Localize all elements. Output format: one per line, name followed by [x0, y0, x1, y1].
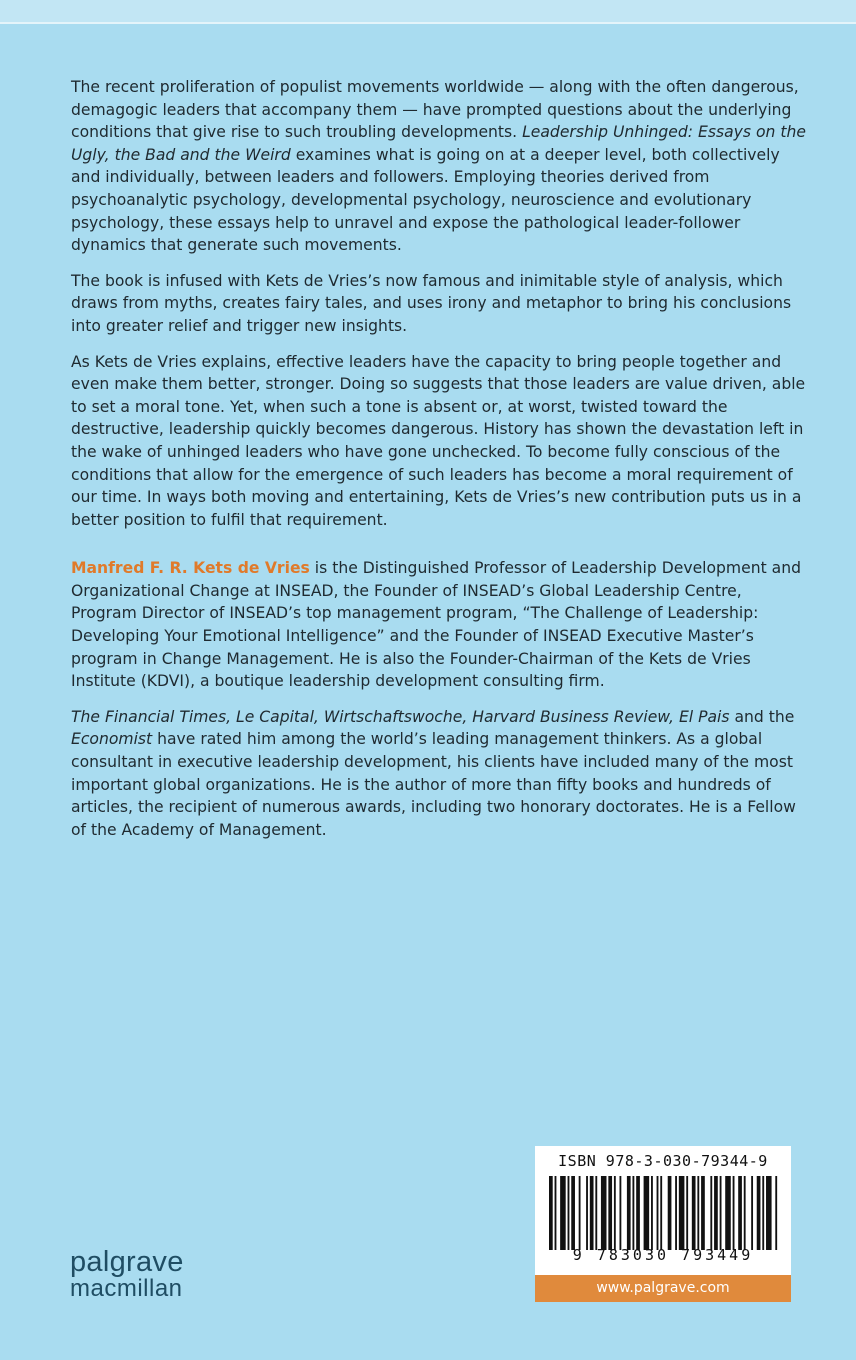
paragraph-style: The book is infused with Kets de Vries’s now famous and inimitable style of analysis, which draws from myths, creates fairy tales, and uses irony and metaphor to bring his conclusions into greater relief and trigger new insights. — [71, 271, 792, 335]
publisher-url: www.palgrave.com — [535, 1275, 791, 1302]
paragraph-leadership: As Kets de Vries explains, effective leaders have the capacity to bring people together and even make them better, stronger. Doing so suggests that those leaders are value driven, able to set a moral tone. Yet, when such a tone is absent or, at worst, twisted toward the destructive, leadership quickly becomes dangerous. History has shown the devastation left in the wake of unhinged leaders who have gone unchecked. To become fully conscious of the conditions that allow for the emergence of such leaders has become a moral requirement of our time. In ways both moving and entertaining, Kets de Vries’s new contribution puts us in a better position to fulfil that requirement. — [71, 352, 806, 529]
ean-digits: 9 783030 793449 — [572, 1246, 754, 1264]
blurb-text — [71, 76, 811, 854]
top-band — [0, 0, 856, 22]
logo-line-macmillan: macmillan — [70, 1275, 183, 1302]
logo-line-palgrave: palgrave — [70, 1246, 184, 1278]
palgrave-macmillan-logo — [70, 1248, 184, 1302]
paragraph-recognition: The Financial Times, Le Capital, Wirtschaftswoche, Harvard Business Review, El Pais and the Economist have rated him among the world’s leading management thinkers. As a global consultant in executive leadership development, his clients have included many of the most important global organizations. He is the author of more than fifty books and hundreds of articles, the recipient of numerous awards, including two honorary doctorates. He is a Fellow of the Academy of Management. — [71, 707, 796, 839]
book-title: Leadership Unhinged: Essays on the Ugly, the Bad and the Weird — [71, 123, 806, 164]
publication-list: The Financial Times, Le Capital, Wirtschaftswoche, Harvard Business Review, El Pais — [71, 707, 730, 726]
top-divider — [0, 22, 856, 24]
barcode-bars — [549, 1176, 779, 1250]
isbn-barcode — [535, 1146, 791, 1275]
author-name: Manfred F. R. Kets de Vries — [71, 559, 310, 578]
isbn-label: ISBN 978-3-030-79344-9 — [558, 1152, 768, 1170]
publication-economist: Economist — [71, 730, 153, 749]
paragraph-author-bio: Manfred F. R. Kets de Vries is the Distinguished Professor of Leadership Development and Organizational Change at INSEAD, the Founder of INSEAD’s Global Leadership Centre, Program Director of INSEAD’s top management program, “The Challenge of Leadership: Developing Your Emotional Intelligence” and the Founder of INSEAD Executive Master’s program in Change Management. He is also the Founder-Chairman of the Kets de Vries Institute (KDVI), a boutique leadership development consulting firm. — [71, 559, 802, 691]
paragraph-intro: The recent proliferation of populist movements worldwide — along with the often dangerous, demagogic leaders that accompany them — have prompted questions about the underlying conditions that give rise to such troubling developments. Leadership Unhinged: Essays on the Ugly, the Bad and the Weird examines what is going on at a deeper level, both collectively and individually, between leaders and followers. Employing theories derived from psychoanalytic psychology, developmental psychology, neuroscience and evolutionary psychology, these essays help to unravel and expose the pathological leader-follower dynamics that generate such movements. — [71, 78, 806, 255]
